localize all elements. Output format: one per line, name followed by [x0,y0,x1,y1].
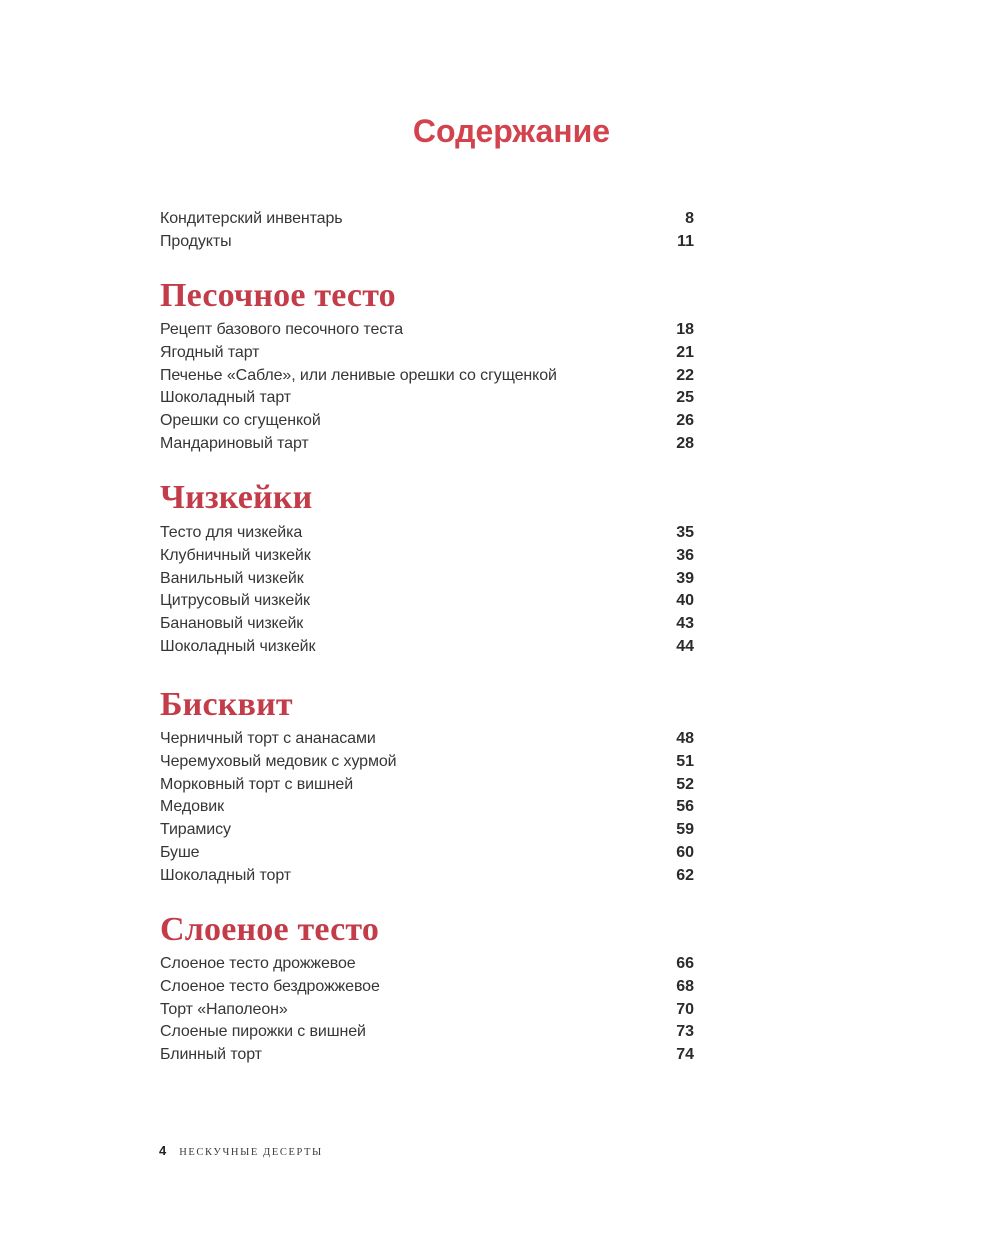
toc-entry-page-number: 66 [676,955,694,972]
toc-entry-page-number: 18 [676,321,694,338]
toc-entry-title: Ванильный чизкейк [160,569,304,587]
toc-row [160,365,694,388]
toc-entry-page-number: 8 [685,210,694,227]
section-heading-sloenoe-testo: Слоеное тесто [160,911,380,948]
toc-entry-title: Орешки со сгущенкой [160,412,321,430]
toc-entry-title: Торт «Наполеон» [160,1000,288,1018]
toc-entry-page-number: 48 [676,730,694,747]
toc-row [160,545,694,568]
toc-entry-page-number: 35 [676,524,694,541]
toc-entry-page-number: 25 [676,389,694,407]
toc-row [160,976,694,999]
toc-entry-title: Буше [160,843,200,861]
toc-entry-title: Черемуховый медовик с хурмой [160,752,397,770]
toc-entry-page-number: 59 [676,821,694,839]
section-list-biskvit [160,728,694,888]
toc-entry-title: Слоеное тесто дрожжевое [160,955,356,972]
toc-entry-title: Шоколадный чизкейк [160,637,316,655]
footer-page-number: 4 [159,1143,167,1158]
toc-entry-title: Тирамису [160,821,231,839]
toc-entry-page-number: 56 [676,798,694,816]
toc-row [160,319,694,342]
toc-entry-title: Мандариновый тарт [160,434,309,452]
page-footer [159,1143,323,1158]
toc-entry-page-number: 52 [676,775,694,793]
toc-entry-page-number: 44 [676,637,694,655]
toc-entry-title: Медовик [160,798,225,816]
section-heading-pesochnoe-testo: Песочное тесто [160,277,396,314]
toc-entry-page-number: 70 [676,1000,694,1018]
toc-row [160,410,694,433]
toc-entry-page-number: 74 [676,1046,694,1064]
toc-row [160,796,694,819]
footer-book-title: НЕСКУЧНЫЕ ДЕСЕРТЫ [179,1147,323,1158]
toc-entry-page-number: 36 [676,546,694,564]
front-matter-list [160,208,694,254]
toc-entry-page-number: 28 [676,434,694,452]
toc-row [160,842,694,865]
toc-entry-title: Блинный торт [160,1046,262,1064]
toc-entry-title: Цитрусовый чизкейк [160,592,310,610]
toc-entry-title: Черничный торт с ананасами [160,730,376,747]
toc-row [160,774,694,797]
toc-row [160,1021,694,1044]
toc-entry-page-number: 73 [676,1023,694,1041]
toc-row [160,568,694,591]
toc-entry-page-number: 11 [677,232,694,250]
toc-row [160,865,694,888]
toc-entry-page-number: 26 [676,412,694,430]
toc-entry-title: Тесто для чизкейка [160,524,303,541]
toc-entry-page-number: 51 [676,752,694,770]
toc-entry-title: Рецепт базового песочного теста [160,321,403,338]
section-list-chizkeyki [160,522,694,659]
toc-entry-title: Слоеные пирожки с вишней [160,1023,366,1041]
toc-entry-title: Слоеное тесто бездрожжевое [160,977,380,995]
toc-entry-title: Банановый чизкейк [160,615,304,633]
toc-row [160,522,694,545]
toc-entry-page-number: 60 [676,843,694,861]
toc-row [160,613,694,636]
toc-entry-page-number: 68 [676,977,694,995]
toc-row [160,590,694,613]
toc-entry-page-number: 62 [676,866,694,884]
toc-row [160,636,694,659]
toc-entry-title: Продукты [160,232,232,250]
toc-entry-page-number: 40 [676,592,694,610]
section-list-pesochnoe-testo [160,319,694,456]
toc-row [160,728,694,751]
page-title: Содержание [412,113,611,149]
toc-entry-title: Клубничный чизкейк [160,546,311,564]
toc-row [160,387,694,410]
toc-entry-page-number: 21 [676,343,694,361]
toc-row [160,342,694,365]
toc-entry-title: Печенье «Сабле», или ленивые орешки со сгущенкой [160,366,557,384]
toc-row [160,819,694,842]
section-list-sloenoe-testo [160,953,694,1067]
section-heading-chizkeyki: Чизкейки [160,479,313,516]
toc-entry-title: Шоколадный торт [160,866,292,884]
section-heading-biskvit: Бисквит [160,686,293,723]
toc-entry-page-number: 22 [676,366,694,384]
toc-entry-page-number: 39 [676,569,694,587]
toc-row [160,1044,694,1067]
toc-entry-title: Шоколадный тарт [160,389,292,407]
toc-row [160,751,694,774]
toc-entry-page-number: 43 [676,615,694,633]
toc-row [160,208,694,231]
toc-entry-title: Ягодный тарт [160,343,260,361]
toc-row [160,999,694,1022]
toc-row [160,231,694,254]
toc-entry-title: Кондитерский инвентарь [160,210,343,227]
toc-row [160,433,694,456]
toc-row [160,953,694,976]
toc-entry-title: Морковный торт с вишней [160,775,354,793]
